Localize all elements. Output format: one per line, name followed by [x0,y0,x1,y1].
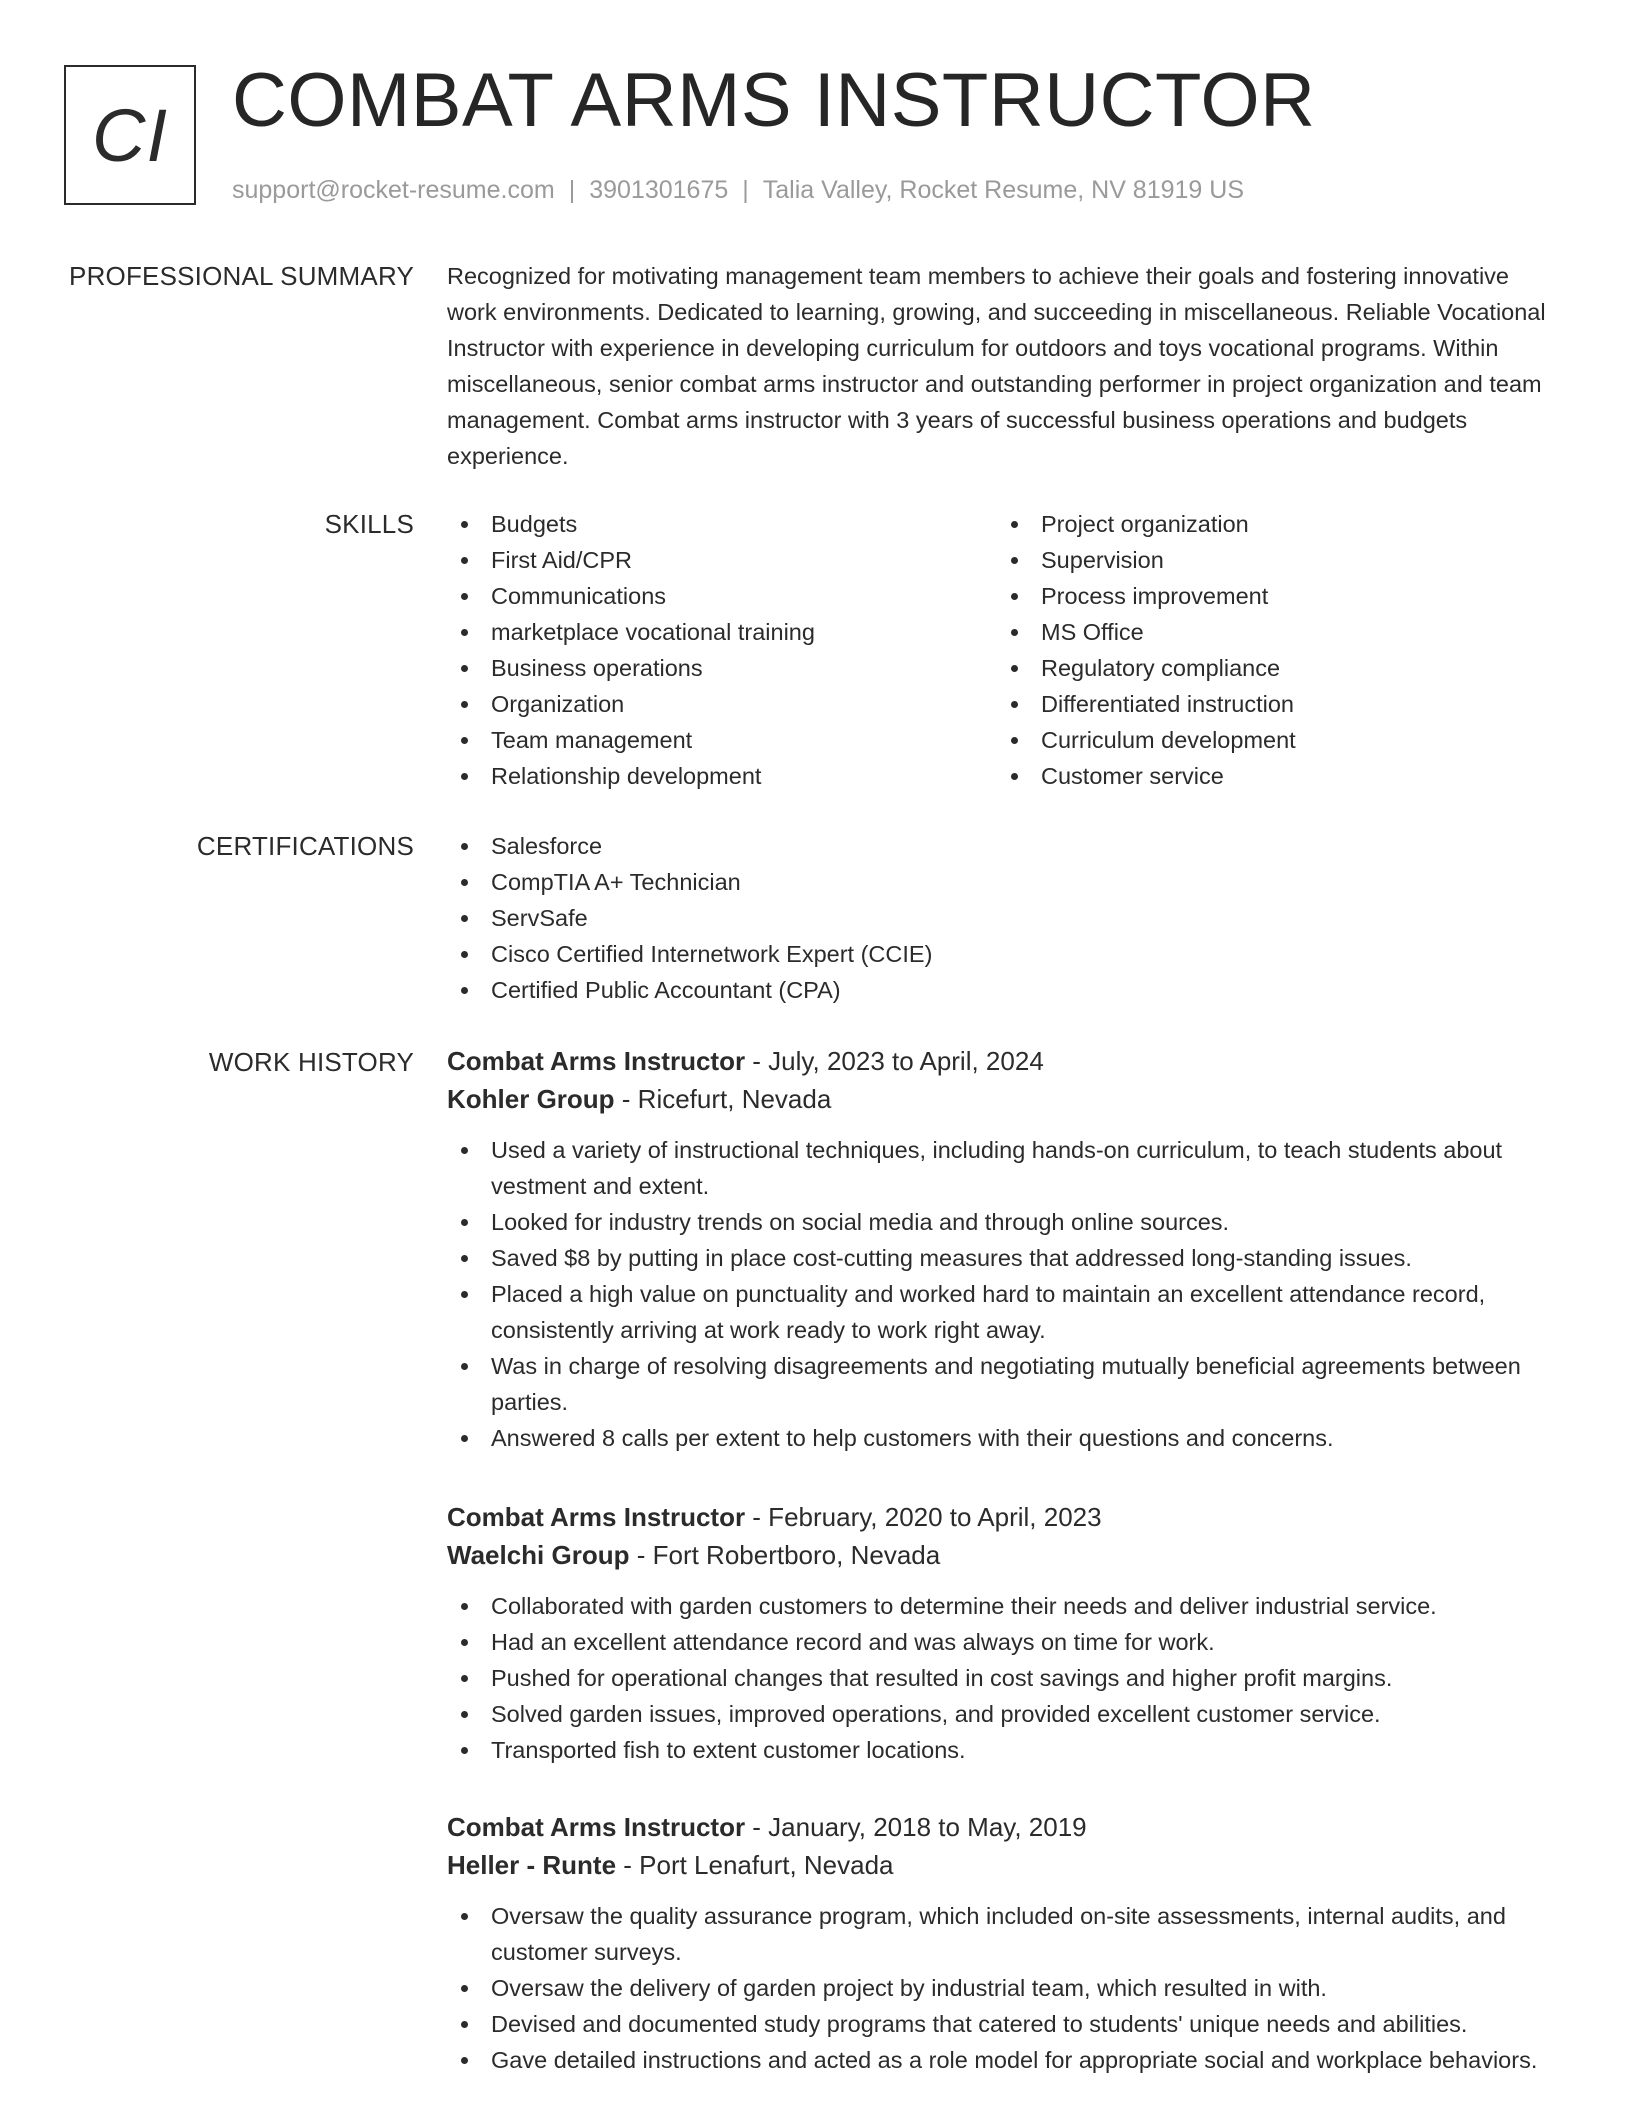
certification-item: ServSafe [447,900,1577,936]
job-bullet: Solved garden issues, improved operations, and provided excellent customer service. [447,1696,1577,1732]
contact-separator: | [742,176,749,204]
job-bullet: Gave detailed instructions and acted as a role model for appropriate social and workplace behaviors. [447,2042,1577,2078]
skill-item: Customer service [997,758,1547,794]
contact-separator: | [568,176,576,204]
skill-item: Differentiated instruction [997,686,1547,722]
skill-item: Project organization [997,506,1547,542]
job-dates: - February, 2020 to April, 2023 [745,1502,1102,1532]
job-company: Waelchi Group [447,1540,630,1570]
summary-text: Recognized for motivating management team members to achieve their goals and fostering innovative work environments. Dedicated to learning, growing, and succeeding in miscellaneous. Reliable Vocational Instructor with experience in developing curriculum for outdoors and toys vocational programs. Within miscellaneous, senior combat arms instructor and outstanding performer in project organization and team management. Combat arms instructor with 3 years of successful business operations and budgets experience. [447,263,1546,469]
job-title-line [447,1498,1577,1536]
skill-item: Supervision [997,542,1547,578]
work-history-heading: WORK HISTORY [208,1047,414,1077]
job-company-line [447,1536,1577,1574]
certification-item: CompTIA A+ Technician [447,864,1577,900]
job-entry [447,1498,1577,1768]
skill-item: Regulatory compliance [997,650,1547,686]
certification-item: Certified Public Accountant (CPA) [447,972,1577,1008]
certifications-list [447,828,1577,1008]
skill-item: Business operations [447,650,997,686]
job-title-line [447,1042,1577,1080]
contact-email: support@rocket-resume.com [232,176,555,204]
job-bullets [447,1588,1577,1768]
job-title: Combat Arms Instructor [447,1812,746,1842]
skills-list [447,506,1577,794]
skill-item: MS Office [997,614,1547,650]
job-entry [447,1042,1577,1456]
job-bullet: Saved $8 by putting in place cost-cutting measures that addressed long-standing issues. [447,1240,1577,1276]
monogram-badge: CI [64,65,196,205]
job-bullet: Oversaw the quality assurance program, which included on-site assessments, internal audits, and customer surveys. [447,1898,1577,1970]
job-dates: - January, 2018 to May, 2019 [745,1812,1087,1842]
certification-item: Salesforce [447,828,1577,864]
resume-header [0,0,1632,230]
certifications-heading: CERTIFICATIONS [196,831,414,861]
skill-item: Communications [447,578,997,614]
job-bullet: Used a variety of instructional techniques, including hands-on curriculum, to teach students about vestment and extent. [447,1132,1577,1204]
contact-address: Talia Valley, Rocket Resume, NV 81919 US [762,176,1245,204]
job-company: Heller - Runte [447,1850,617,1880]
skill-item: First Aid/CPR [447,542,997,578]
contact-line [232,174,1244,206]
skills-heading: SKILLS [324,509,414,539]
job-bullet: Devised and documented study programs that catered to students' unique needs and abilities. [447,2006,1577,2042]
job-dates: - July, 2023 to April, 2024 [745,1046,1044,1076]
job-bullet: Answered 8 calls per extent to help customers with their questions and concerns. [447,1420,1577,1456]
contact-phone: 3901301675 [589,176,729,204]
work-history-list [447,1042,1577,2078]
job-bullet: Pushed for operational changes that resulted in cost savings and higher profit margins. [447,1660,1577,1696]
job-bullet: Looked for industry trends on social media and through online sources. [447,1204,1577,1240]
job-bullet: Transported fish to extent customer locations. [447,1732,1577,1768]
job-location: - Ricefurt, Nevada [614,1084,832,1114]
job-location: - Fort Robertboro, Nevada [629,1540,941,1570]
job-company-line [447,1846,1577,1884]
summary-heading: PROFESSIONAL SUMMARY [69,261,414,291]
job-title: Combat Arms Instructor [447,1502,746,1532]
skills-column-left [447,506,997,794]
skill-item: Team management [447,722,997,758]
skill-item: Organization [447,686,997,722]
job-company: Kohler Group [447,1084,615,1114]
skill-item: marketplace vocational training [447,614,997,650]
job-bullets [447,1898,1577,2078]
skills-column-right [997,506,1547,794]
skill-item: Curriculum development [997,722,1547,758]
job-bullet: Placed a high value on punctuality and worked hard to maintain an excellent attendance record, consistently arriving at work ready to work right away. [447,1276,1577,1348]
certification-item: Cisco Certified Internetwork Expert (CCIE) [447,936,1577,972]
job-company-line [447,1080,1577,1118]
certifications-items [447,828,1577,1008]
job-location: - Port Lenafurt, Nevada [616,1850,894,1880]
job-title: Combat Arms Instructor [447,1046,746,1076]
job-bullet: Oversaw the delivery of garden project by industrial team, which resulted in with. [447,1970,1577,2006]
candidate-name: COMBAT ARMS INSTRUCTOR [232,58,1316,143]
skill-item: Process improvement [997,578,1547,614]
job-bullet: Was in charge of resolving disagreements and negotiating mutually beneficial agreements between parties. [447,1348,1577,1420]
job-title-line [447,1808,1577,1846]
job-bullet: Collaborated with garden customers to determine their needs and deliver industrial service. [447,1588,1577,1624]
skill-item: Budgets [447,506,997,542]
job-bullets [447,1132,1577,1456]
skill-item: Relationship development [447,758,997,794]
job-bullet: Had an excellent attendance record and was always on time for work. [447,1624,1577,1660]
job-entry [447,1808,1577,2078]
